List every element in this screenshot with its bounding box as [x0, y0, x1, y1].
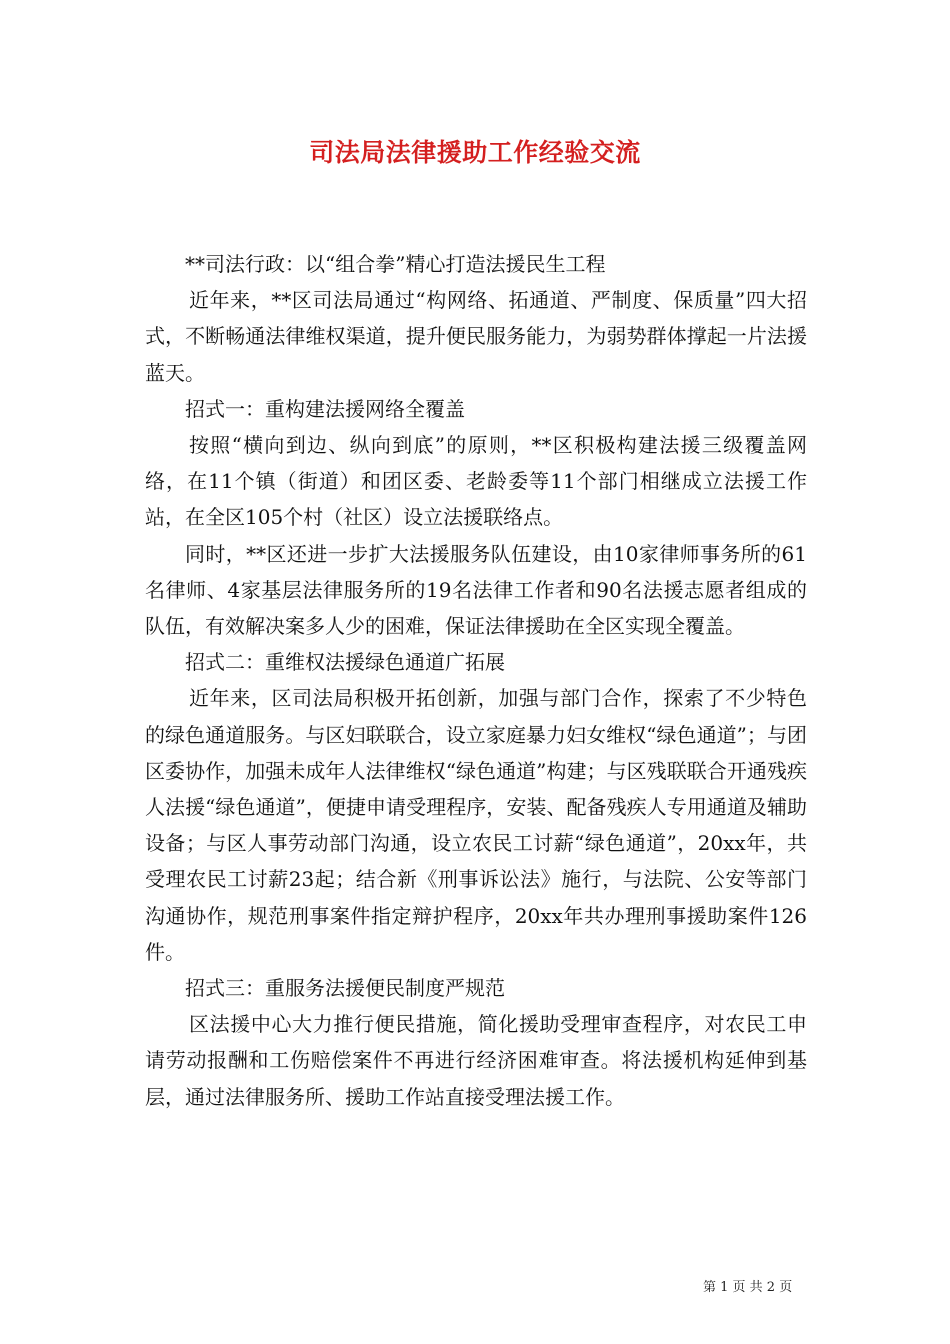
- paragraph-section-3-body: 区法援中心大力推行便民措施，简化援助受理审查程序，对农民工申请劳动报酬和工伤赔偿案件不再进行经济困难审查。将法援机构延伸到基层，通过法律服务所、援助工作站直接受理法援工作。: [145, 1012, 807, 1109]
- paragraph-intro: 近年来，**区司法局通过“构网络、拓通道、严制度、保质量”四大招式，不断畅通法律维权渠道，提升便民服务能力，为弱势群体撑起一片法援蓝天。: [145, 288, 807, 385]
- document-title: 司法局法律援助工作经验交流: [309, 138, 641, 167]
- paragraph-heading-main: **司法行政：以“组合拳”精心打造法援民生工程: [185, 252, 606, 276]
- document-body: [145, 246, 807, 1115]
- page-number: 第 1 页 共 2 页: [703, 1280, 793, 1295]
- paragraph-section-1-body: 按照“横向到边、纵向到底”的原则，**区积极构建法援三级覆盖网络，在11个镇（街道）和团区委、老龄委等11个部门相继成立法援工作站，在全区105个村（社区）设立法援联络点。: [145, 433, 807, 530]
- paragraph-section-heading-2: 招式二：重维权法援绿色通道广拓展: [185, 650, 505, 675]
- paragraph-section-heading-3: 招式三：重服务法援便民制度严规范: [185, 976, 505, 1001]
- paragraph-section-1-team: 同时，**区还进一步扩大法援服务队伍建设，由10家律师事务所的61名律师、4家基层法律服务所的19名法律工作者和90名法援志愿者组成的队伍，有效解决案多人少的困难，保证法律援助在全区实现全覆盖。: [145, 541, 807, 639]
- paragraph-section-heading-1: 招式一：重构建法援网络全覆盖: [185, 396, 465, 421]
- paragraph-section-2-body: 近年来，区司法局积极开拓创新，加强与部门合作，探索了不少特色的绿色通道服务。与区妇联联合，设立家庭暴力妇女维权“绿色通道”；与团区委协作，加强未成年人法律维权“绿色通道”构建；与区残联联合开通残疾人法援“绿色通道”，便捷申请受理程序，安装、配备残疾人专用通道及辅助设备；与区人事劳动部门沟通，设立农民工讨薪“绿色通道”，20xx年，共受理农民工讨薪23起；结合新《刑事诉讼法》施行，与法院、公安等部门沟通协作，规范刑事案件指定辩护程序，20xx年共办理刑事援助案件126件。: [145, 686, 807, 964]
